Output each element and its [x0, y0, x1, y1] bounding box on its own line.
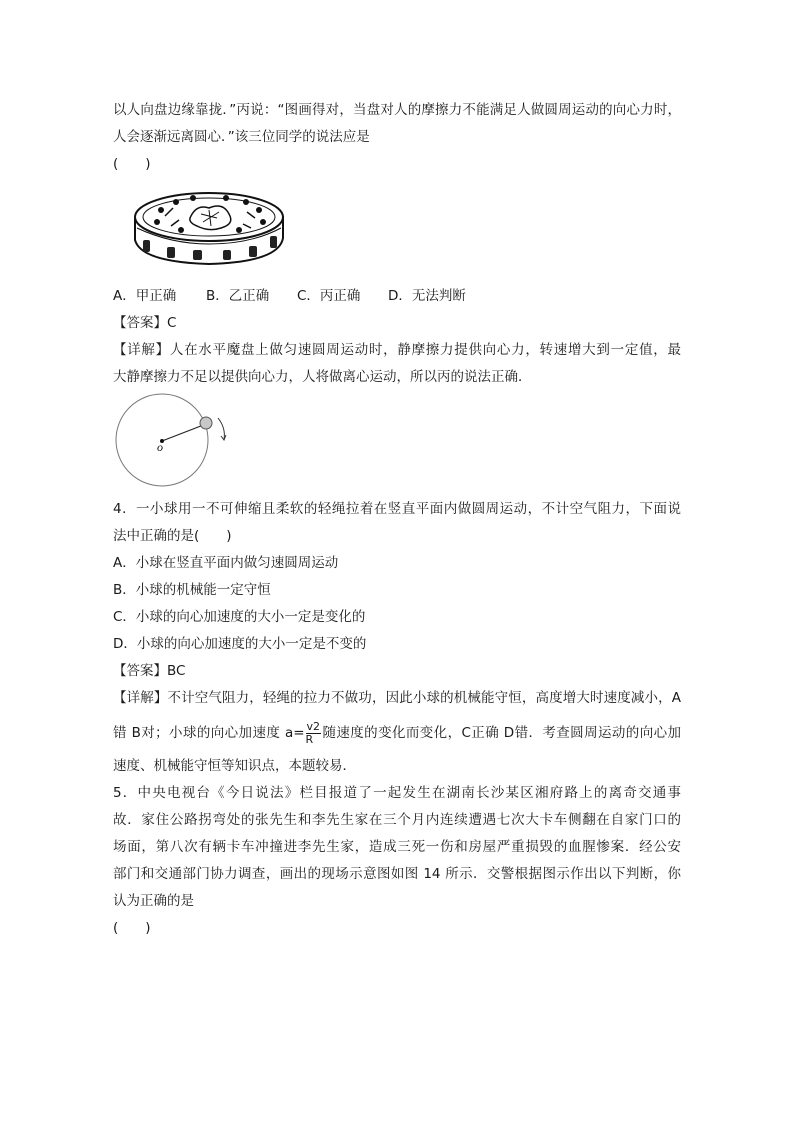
velocity-fraction [306, 721, 322, 746]
q3-text-line-1: 以人向盘边缘靠拢．”丙说：“图画得对，当盘对人的摩擦力不能满足人做圆周运动的向心力时， [113, 102, 681, 118]
q3-option-c: C．丙正确 [297, 288, 361, 304]
q4-detail-line-2-post: 随速度的变化而变化，C正确 D错．考查圆周运动的向心加 [322, 725, 681, 741]
q3-answer: 【答案】C [113, 315, 177, 331]
q3-option-d: D．无法判断 [388, 288, 466, 304]
center-label: o [157, 440, 163, 454]
q4-stem-line-1: 4．一小球用一不可伸缩且柔软的轻绳拉着在竖直平面内做圆周运动，不计空气阻力，下面说 [113, 501, 681, 517]
fraction-denominator: R [305, 732, 314, 746]
circular-motion-figure [112, 390, 238, 492]
q5-paren: ( ) [113, 920, 151, 936]
q5-text-line-4: 部门和交通部门协力调查，画出的现场示意图如图 14 所示．交警根据图示作出以下判断，你 [113, 866, 681, 882]
q3-option-a: A．甲正确 [113, 288, 177, 304]
q5-text-line-5: 认为正确的是 [113, 893, 194, 909]
q4-option-c: C．小球的向心加速度的大小一定是变化的 [113, 609, 366, 625]
q4-option-d: D．小球的向心加速度的大小一定是不变的 [113, 636, 367, 652]
q4-option-a: A．小球在竖直平面内做匀速圆周运动 [113, 555, 339, 571]
q5-text-line-1: 5．中央电视台《今日说法》栏目报道了一起发生在湖南长沙某区湘府路上的离奇交通事 [113, 785, 681, 801]
q4-detail-line-2 [113, 716, 681, 750]
q4-answer: 【答案】BC [113, 663, 186, 679]
q4-stem-line-2: 法中正确的是( ) [113, 528, 232, 544]
q4-detail-line-2-pre: 错 B对；小球的向心加速度 a= [113, 725, 305, 741]
q5-text-line-3: 场面，第八次有辆卡车冲撞进李先生家，造成三死一伤和房屋严重损毁的血腥惨案．经公安 [113, 839, 681, 855]
q4-option-b: B．小球的机械能一定守恒 [113, 582, 271, 598]
q3-detail-line-1: 【详解】人在水平魔盘上做匀速圆周运动时，静摩擦力提供向心力，转速增大到一定值，最 [113, 342, 681, 358]
q3-detail-line-2: 大静摩擦力不足以提供向心力，人将做离心运动，所以丙的说法正确． [113, 369, 532, 385]
q4-detail-line-1: 【详解】不计空气阻力，轻绳的拉力不做功，因此小球的机械能守恒，高度增大时速度减小，A [113, 690, 681, 706]
q4-detail-line-3: 速度、机械能守恒等知识点，本题较易． [113, 758, 356, 774]
q3-option-b: B．乙正确 [206, 288, 270, 304]
fraction-numerator: v2 [306, 719, 321, 733]
turntable-figure [131, 188, 291, 270]
q3-paren: ( ) [113, 156, 151, 172]
q3-text-line-2: 人会逐渐远离圆心．”该三位同学的说法应是 [113, 129, 370, 145]
q5-text-line-2: 故．家住公路拐弯处的张先生和李先生家在三个月内连续遭遇七次大卡车侧翻在自家门口的 [113, 812, 681, 828]
